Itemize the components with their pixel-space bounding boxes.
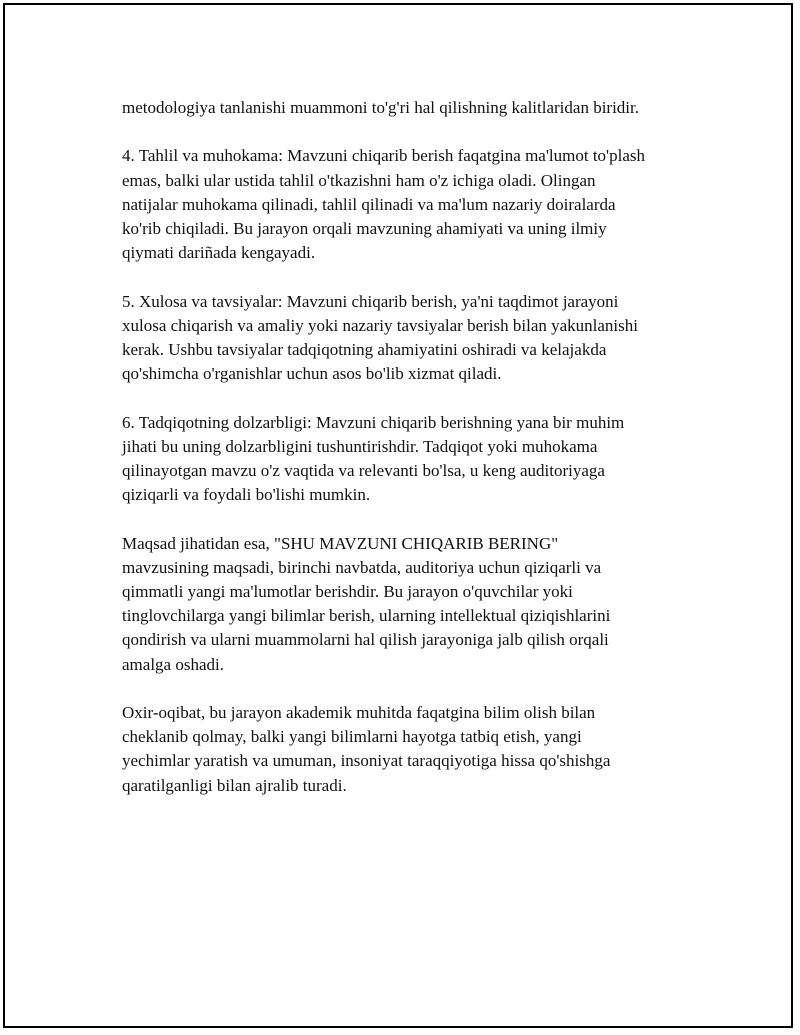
paragraph-purpose: Maqsad jihatidan esa, "SHU MAVZUNI CHIQARIB BERING" mavzusining maqsadi, birinchi navbatda, auditoriya uchun qiziqarli va qimmatli yangi ma'lumotlar berishdir. Bu jarayon o'quvchilar yoki tinglovchilarga yangi bilimlar berish, ularning intellektual qiziqishlarini qondirish va ularni muammolarni hal qilish jarayoniga jalb qilish orqali amalga oshadi.: [122, 533, 611, 674]
document-body: [122, 96, 712, 822]
paragraph-methodology-end: metodologiya tanlanishi muammoni to'g'ri hal qilishning kalitlaridan biridir.: [122, 98, 639, 117]
paragraph-conclusions-recommendations: 5. Xulosa va tavsiyalar: Mavzuni chiqarib berish, ya'ni taqdimot jarayoni xulosa chiqarish va amaliy yoki nazariy tavsiyalar berish bilan yakunlanishi kerak. Ushbu tavsiyalar tadqiqotning ahamiyatini oshiradi va kelajakda qo'shimcha o'rganishlar uchun asos bo'lib xizmat qiladi.: [122, 291, 638, 384]
paragraph-final-outcome: Oxir-oqibat, bu jarayon akademik muhitda faqatgina bilim olish bilan cheklanib qolmay, balki yangi bilimlarni hayotga tatbiq etish, yangi yechimlar yaratish va umuman, insoniyat taraqqiyotiga hissa qo'shishga qaratilganligi bilan ajralib turadi.: [122, 703, 611, 795]
paragraph-analysis-discussion: 4. Tahlil va muhokama: Mavzuni chiqarib berish faqatgina ma'lumot to'plash emas, balki ular ustida tahlil o'tkazishni ham o'z ichiga oladi. Olingan natijalar muhokama qilinadi, tahlil qilinadi va ma'lum nazariy doiralarda ko'rib chiqiladi. Bu jarayon orqali mavzuning ahamiyati va uning ilmiy qiymati dariñada kengayadi.: [122, 146, 645, 263]
page-frame: [3, 3, 793, 1028]
paragraph-research-relevance: 6. Tadqiqotning dolzarbligi: Mavzuni chiqarib berishning yana bir muhim jihati bu uning dolzarbligini tushuntirishdir. Tadqiqot yoki muhokama qilinayotgan mavzu o'z vaqtida va relevanti bo'lsa, u keng auditoriyaga qiziqarli va foydali bo'lishi mumkin.: [122, 412, 625, 505]
